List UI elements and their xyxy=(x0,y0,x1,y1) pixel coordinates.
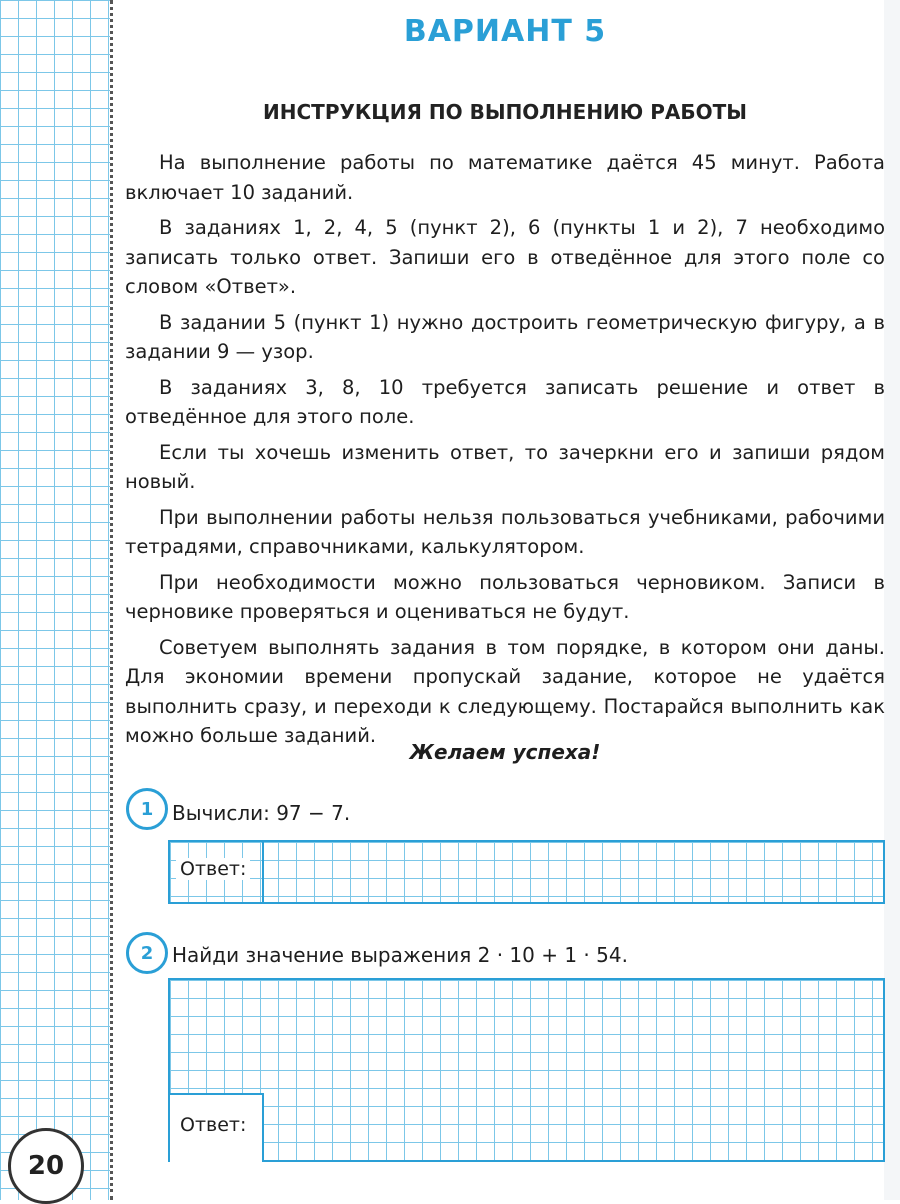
task-1-answer-label: Ответ: xyxy=(176,858,250,880)
instruction-paragraph: Советуем выполнять задания в том порядке, в котором они даны. Для экономии времени пропускай задание, которое не удаётся выполнить сразу, и переходи к следующему. Постарайся выполнить как можно больше заданий. xyxy=(125,635,885,747)
variant-title: ВАРИАНТ 5 xyxy=(403,14,607,49)
task-2-solution-box[interactable] xyxy=(168,978,885,1162)
cut-line xyxy=(110,0,113,1200)
task-1-text: Вычисли: 97 − 7. xyxy=(172,801,351,825)
good-luck-text: Желаем успеха! xyxy=(409,740,601,764)
instruction-paragraph: В задании 5 (пункт 1) нужно достроить геометрическую фигуру, а в задании 9 — узор. xyxy=(125,310,885,363)
task-1-number-badge: 1 xyxy=(126,788,168,830)
task-2-number-badge: 2 xyxy=(126,932,168,974)
page-number: 20 xyxy=(8,1128,84,1204)
instruction-paragraph: При необходимости можно пользоваться черновиком. Записи в черновике проверяться и оцениваться не будут. xyxy=(125,570,885,623)
answer-divider xyxy=(262,842,264,902)
facing-page-edge xyxy=(884,0,900,1200)
instructions-text xyxy=(125,148,885,757)
instruction-paragraph: При выполнении работы нельзя пользоваться учебниками, рабочими тетрадями, справочниками, калькулятором. xyxy=(125,505,885,558)
instructions-title: ИНСТРУКЦИЯ ПО ВЫПОЛНЕНИЮ РАБОТЫ xyxy=(263,100,747,124)
task-2-answer-label: Ответ: xyxy=(176,1114,250,1136)
instruction-paragraph: На выполнение работы по математике даётся 45 минут. Работа включает 10 заданий. xyxy=(125,151,885,204)
margin-grid xyxy=(0,0,110,1200)
instruction-paragraph: Если ты хочешь изменить ответ, то зачеркни его и запиши рядом новый. xyxy=(125,440,885,493)
instruction-paragraph: В заданиях 3, 8, 10 требуется записать решение и ответ в отведённое для этого поле. xyxy=(125,375,885,428)
instruction-paragraph: В заданиях 1, 2, 4, 5 (пункт 2), 6 (пункты 1 и 2), 7 необходимо записать только ответ. Запиши его в отведённое для этого поле со словом «Ответ». xyxy=(125,216,885,298)
task-1-answer-box[interactable] xyxy=(168,840,885,904)
task-2-text: Найди значение выражения 2 · 10 + 1 · 54. xyxy=(172,943,628,967)
